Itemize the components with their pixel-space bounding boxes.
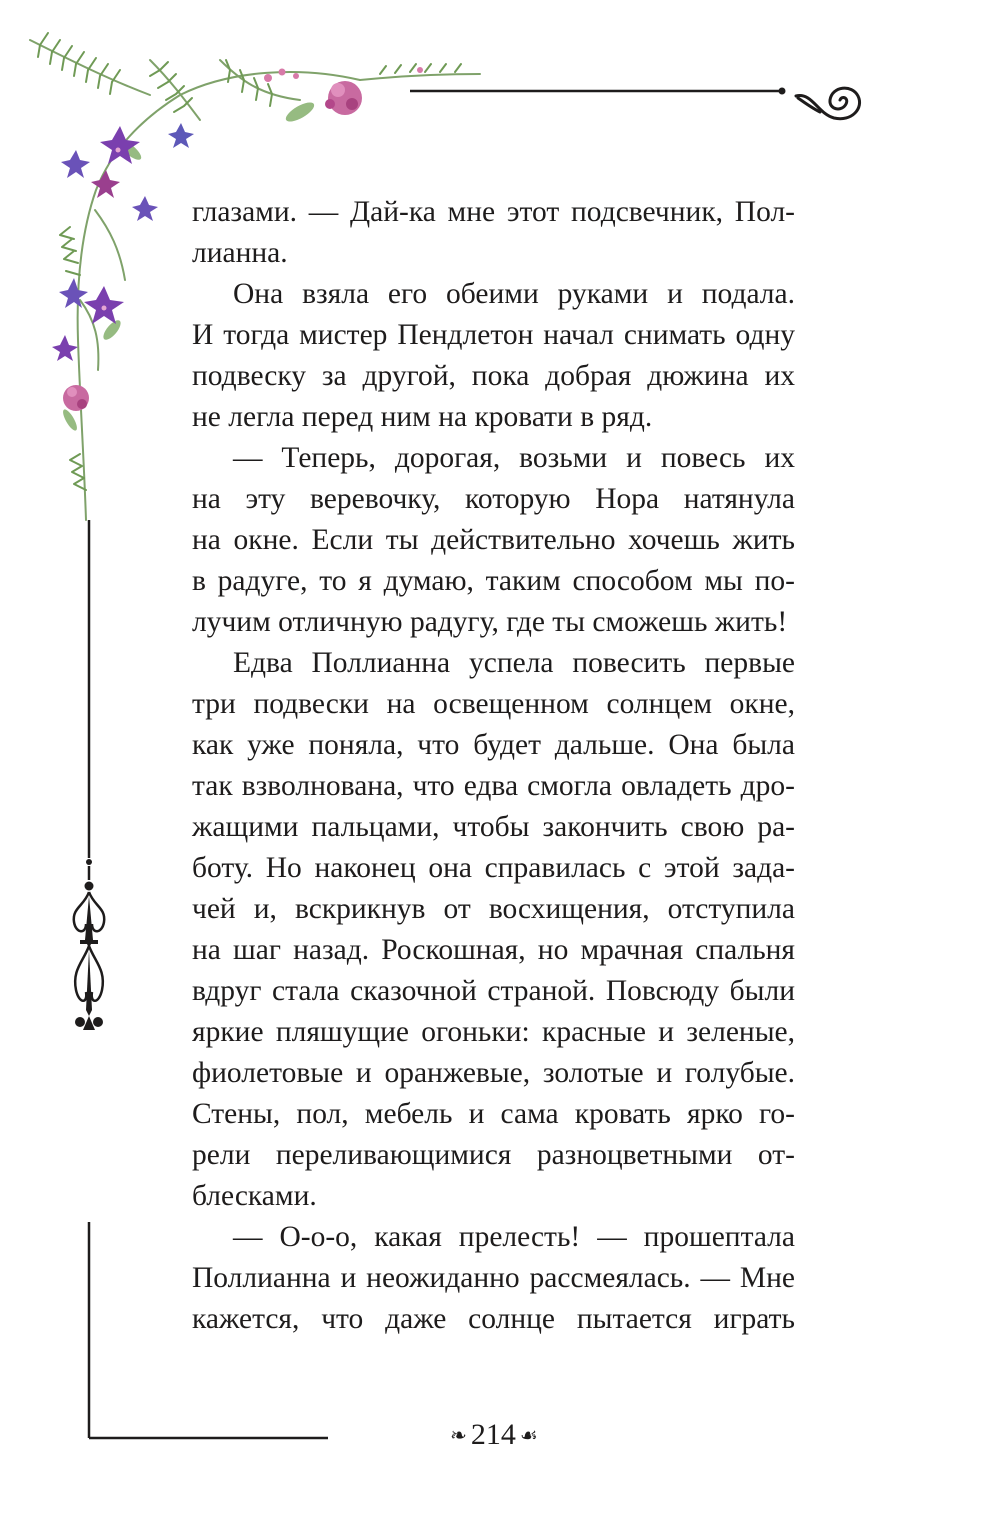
text-line: И тогда мистер Пендлетон начал снимать одну (192, 319, 795, 351)
text-line: боту. Но наконец она справилась с этой зада- (192, 852, 795, 884)
text-line: лучим отличную радугу, где ты сможешь жить! (192, 606, 788, 638)
fleuron-left-icon: ❧ (450, 1424, 467, 1447)
page-number: 214 (470, 1418, 516, 1451)
page-number-footer (436, 1413, 552, 1457)
text-line: три подвески на освещенном солнцем окне, (192, 688, 795, 720)
text-line: Она взяла его обеими руками и подала. (233, 278, 795, 310)
clover-flower (325, 81, 362, 115)
text-line: — О-о-о, какая прелесть! — прошептала (233, 1221, 795, 1253)
body-text (192, 192, 795, 1340)
text-line: не легла перед ним на кровати в ряд. (192, 401, 653, 433)
purple-flowers (52, 123, 194, 361)
text-line: блесками. (192, 1180, 317, 1212)
text-line: Поллианна и неожиданно рассмеялась. — Мне (192, 1262, 795, 1294)
top-rule-dot (779, 88, 786, 95)
fleuron-right-icon: ☙ (519, 1424, 538, 1447)
text-line: лианна. (192, 237, 288, 269)
side-ornament-icon (74, 859, 104, 1030)
text-line: на шаг назад. Роскошная, но мрачная спальня (192, 934, 795, 966)
text-line: в радуге, то я думаю, таким способом мы по- (192, 565, 795, 597)
text-line: на окне. Если ты действительно хочешь жить (192, 524, 795, 556)
text-line: рели переливающимися разноцветными от- (192, 1139, 795, 1171)
clover-flower-small (63, 385, 89, 411)
text-line: Едва Поллианна успела повесить первые (233, 647, 795, 679)
text-line: подвеску за другой, пока добрая дюжина их (192, 360, 795, 392)
text-line: яркие пляшущие огоньки: красные и зеленые, (192, 1016, 795, 1048)
text-line: так взволнована, что едва смогла овладеть дро- (192, 770, 795, 802)
text-line: как уже поняла, что будет дальше. Она была (192, 729, 795, 761)
text-line: — Теперь, дорогая, возьми и повесь их (233, 442, 795, 474)
text-line: глазами. — Дай-ка мне этот подсвечник, Пол- (192, 196, 795, 228)
text-line: Стены, пол, мебель и сама кровать ярко го- (192, 1098, 795, 1130)
pink-buds (264, 67, 423, 82)
text-line: вдруг стала сказочной страной. Повсюду были (192, 975, 795, 1007)
text-line: жащими пальцами, чтобы закончить свою ра- (192, 811, 795, 843)
text-line: чей и, вскрикнув от восхищения, отступила (192, 893, 795, 925)
text-line: кажется, что даже солнце пытается играть (192, 1303, 795, 1335)
text-line: на эту веревочку, которую Нора натянула (192, 483, 795, 515)
scroll-flourish-icon (796, 88, 860, 119)
text-line: фиолетовые и оранжевые, золотые и голубые. (192, 1057, 795, 1089)
